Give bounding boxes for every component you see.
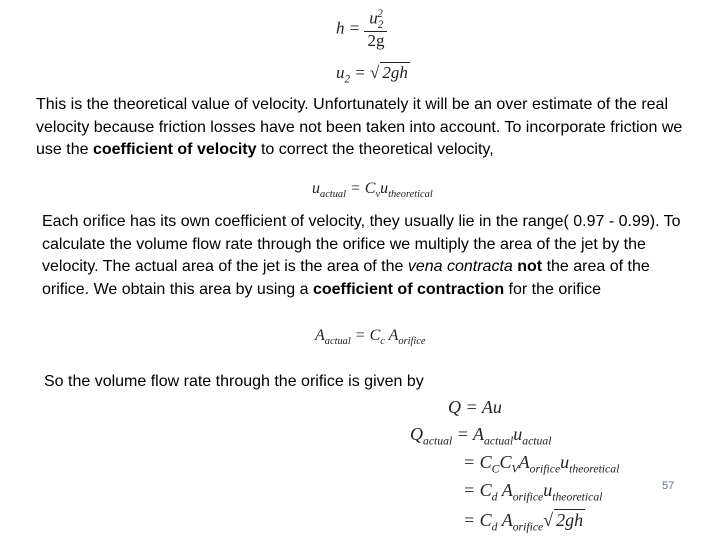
eq-symbol: u	[380, 180, 389, 197]
eq-subscript: c	[380, 336, 385, 348]
eq-subscript: C	[491, 462, 500, 476]
eq-subscript: d	[491, 490, 498, 504]
text: for the orifice	[504, 280, 602, 298]
text: the area of the orifice. We obtain this area by using a	[42, 258, 650, 298]
paragraph-flow-rate	[44, 371, 424, 394]
eq-subscript: theoretical	[388, 189, 433, 201]
text: Each orifice has its own coefficient of velocity, they usually lie in the range( 0.97 - 0.99). To calculate the volume flow rate through the orifice we multiply the area of the jet by the velocity. The actual area of the jet is the area of the	[42, 213, 681, 275]
paragraph-orifice-coefficient	[42, 211, 687, 301]
eq-symbol: C	[479, 480, 492, 500]
eq-subscript: actual	[324, 336, 351, 348]
equation-q-cd: = $C_d$ $A_{orifice}u_{theoretical}$	[463, 480, 603, 504]
bold-text: coefficient of contraction	[312, 280, 505, 298]
fraction: $\frac{u_2^2}{2g}$	[364, 8, 387, 51]
equation-actual-area: $A_{actual} = C_c$ $A_{orifice}$	[315, 327, 426, 348]
eq-subscript: actual	[320, 189, 346, 201]
paragraph-theoretical-velocity	[36, 94, 686, 162]
eq-subscript: actual	[423, 434, 453, 448]
eq-symbol: h	[336, 18, 345, 38]
eq-symbol: C	[479, 452, 492, 472]
equation-q-cd-sqrt: = $C_d$ $A_{orifice}√$ 2gh	[463, 510, 584, 534]
eq-symbol: A	[501, 480, 513, 500]
eq-subscript: orifice	[512, 490, 544, 504]
text: This is the theoretical value of velocity. Unfortunately it will be an over estimate of the real velocity because friction losses have not been taken into account. To incorporate friction we use the	[36, 96, 683, 158]
eq-symbol: C	[499, 452, 512, 472]
eq-symbol: C	[364, 180, 376, 197]
eq-subscript: actual	[522, 434, 552, 448]
eq-symbol: Q	[410, 424, 423, 444]
eq-symbol: u	[560, 452, 570, 472]
eq-subscript: orifice	[398, 336, 426, 348]
eq-symbol: 2g	[367, 31, 385, 51]
eq-symbol: u	[543, 480, 553, 500]
equation-q-cc-cv: = $C_CC_VA_{orifice}u_{theoretical}$	[463, 452, 620, 476]
eq-subscript: theoretical	[569, 462, 620, 476]
eq-symbol: A	[473, 424, 485, 444]
eq-subscript: orifice	[529, 462, 561, 476]
eq-symbol: C	[369, 327, 381, 344]
equation-actual-velocity: $u_{actual} = C_vu_{theoretical}$	[312, 180, 433, 201]
eq-symbol: 2gh	[556, 510, 584, 530]
equation-q-au: Q = Au	[448, 397, 502, 417]
eq-symbol: 2gh	[382, 63, 408, 82]
eq-subscript: orifice	[512, 520, 544, 534]
eq-symbol: u	[513, 424, 523, 444]
bold-text: not	[517, 258, 543, 275]
eq-symbol: A	[315, 327, 325, 344]
eq-symbol: A	[501, 510, 513, 530]
equation-q-actual: $Q_{actual} = A_{actual}u_{actual}$	[410, 424, 552, 448]
eq-subscript: actual	[484, 434, 514, 448]
eq-subscript: V	[511, 462, 519, 476]
text: So the volume flow rate through the orifice is given by	[44, 373, 424, 390]
text: to correct the theoretical velocity,	[256, 141, 494, 158]
eq-symbol: A	[388, 327, 399, 344]
eq-symbol: u	[336, 63, 345, 82]
eq-subscript: theoretical	[552, 490, 603, 504]
italic-text: vena contracta	[407, 258, 513, 275]
bold-text: coefficient of velocity	[92, 141, 257, 158]
eq-symbol: u	[312, 180, 320, 197]
equation-head: h = $\frac{u_2^2}{2g}$	[336, 8, 387, 51]
equation-velocity: $u_2$ = √ 2gh	[336, 63, 408, 86]
eq-symbol: u	[369, 8, 378, 28]
eq-symbol: C	[479, 510, 492, 530]
eq-subscript: d	[491, 520, 498, 534]
eq-subscript: v	[375, 189, 381, 201]
slide-number: 57	[662, 480, 675, 492]
eq-symbol: A	[518, 452, 530, 472]
